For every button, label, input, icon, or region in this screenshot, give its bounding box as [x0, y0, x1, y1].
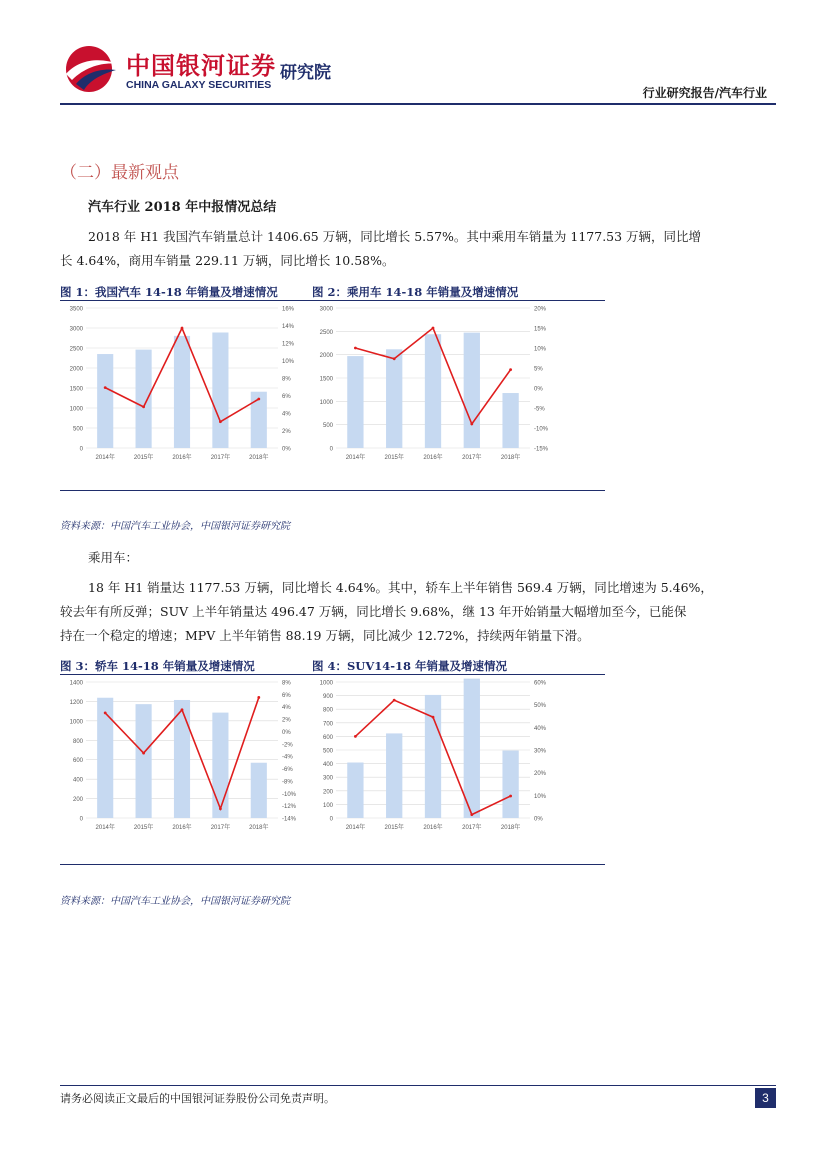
growth-point: [509, 368, 512, 371]
figure-1-title: 图 1：我国汽车 14-18 年销量及增速情况: [60, 285, 278, 299]
x-tick-label: 2016年: [172, 825, 192, 831]
figure-row-2-bottom-rule: [60, 864, 605, 865]
y-tick-label: 500: [322, 748, 333, 755]
y-tick-label: 900: [322, 694, 333, 701]
y-tick-label: 2500: [69, 346, 83, 353]
x-tick-label: 2014年: [345, 455, 366, 461]
y-tick-label: 2000: [69, 366, 83, 373]
growth-point: [142, 405, 145, 408]
figure-row-1-bottom-rule: [60, 490, 605, 491]
bar: [464, 679, 480, 818]
paragraph-2-line-3: 持在一个稳定的增速；MPV 上半年销售 88.19 万辆，同比减少 12.72%，持续两年销量下滑。: [60, 628, 590, 643]
y2-tick-label: 2%: [282, 717, 291, 724]
bar: [386, 349, 402, 448]
y2-tick-label: 4%: [282, 411, 291, 418]
y-tick-label: 300: [322, 775, 333, 782]
y2-tick-label: -4%: [282, 754, 293, 761]
y-tick-label: 3500: [69, 306, 83, 313]
y-tick-label: 700: [322, 721, 333, 728]
y-tick-label: 600: [72, 758, 83, 765]
growth-point: [104, 712, 107, 715]
y-tick-label: 800: [322, 707, 333, 714]
chart-3: [60, 676, 308, 836]
growth-point: [142, 752, 145, 755]
paragraph-2-line-2: 较去年有所反弹；SUV 上半年销量达 496.47 万辆，同比增长 9.68%，继 13 年开始销量大幅增加至今，已能保: [60, 604, 687, 619]
y2-tick-label: 5%: [534, 366, 543, 373]
growth-point: [470, 813, 473, 816]
y2-tick-label: -10%: [534, 426, 549, 433]
y2-tick-label: 10%: [282, 359, 295, 365]
y2-tick-label: -8%: [282, 779, 293, 786]
bar: [347, 356, 363, 448]
figure-row-2-top-rule: [60, 674, 605, 675]
header-rule: [60, 103, 776, 105]
y-tick-label: 1000: [319, 680, 333, 687]
figure-row-1-top-rule: [60, 300, 605, 301]
growth-point: [509, 795, 512, 798]
y2-tick-label: 0%: [534, 386, 543, 393]
y-tick-label: 3000: [319, 306, 333, 313]
y-tick-label: 200: [72, 797, 83, 804]
y2-tick-label: 0%: [282, 729, 291, 736]
y2-tick-label: 15%: [534, 326, 547, 333]
x-tick-label: 2018年: [500, 825, 521, 831]
growth-point: [470, 423, 473, 426]
bar: [212, 332, 228, 448]
logo-cn-text: 中国银河证券: [126, 52, 276, 80]
y2-tick-label: 4%: [282, 705, 291, 712]
bar: [212, 713, 228, 818]
y2-tick-label: 8%: [282, 376, 291, 383]
y-tick-label: 0: [79, 816, 83, 823]
y-tick-label: 0: [79, 446, 83, 453]
x-tick-label: 2017年: [210, 825, 231, 831]
chart-1: [60, 302, 308, 466]
header-category: 行业研究报告/汽车行业: [642, 86, 767, 100]
y-tick-label: 1400: [69, 680, 83, 687]
x-tick-label: 2016年: [423, 455, 443, 461]
x-tick-label: 2015年: [384, 455, 404, 461]
y2-tick-label: -5%: [534, 406, 545, 413]
x-tick-label: 2014年: [345, 825, 366, 831]
growth-point: [257, 398, 260, 401]
y2-tick-label: -14%: [282, 816, 297, 823]
bar: [97, 698, 113, 818]
bar: [502, 751, 518, 818]
figure-2-title: 图 2：乘用车 14-18 年销量及增速情况: [312, 285, 519, 299]
bar: [502, 393, 518, 448]
y-tick-label: 1000: [69, 406, 83, 413]
y2-tick-label: -6%: [282, 767, 293, 774]
footer-disclaimer: 请务必阅读正文最后的中国银河证券股份公司免责声明。: [60, 1092, 335, 1105]
y2-tick-label: -15%: [534, 446, 549, 453]
figure-4-title: 图 4：SUV14-18 年销量及增速情况: [312, 659, 508, 673]
section-title: （二）最新观点: [60, 163, 179, 183]
y2-tick-label: 6%: [282, 692, 291, 699]
y-tick-label: 400: [72, 777, 83, 784]
y-tick-label: 1500: [69, 386, 83, 393]
bar: [136, 350, 152, 448]
x-tick-label: 2014年: [95, 455, 115, 461]
y2-tick-label: 16%: [282, 306, 295, 313]
paragraph-1-line-1: 2018 年 H1 我国汽车销量总计 1406.65 万辆，同比增长 5.57%。其中乘用车销量为 1177.53 万辆，同比增: [88, 229, 702, 244]
growth-point: [257, 696, 260, 699]
x-tick-label: 2018年: [249, 455, 269, 461]
y2-tick-label: 12%: [282, 341, 295, 348]
y-tick-label: 200: [322, 789, 333, 796]
y2-tick-label: 60%: [534, 680, 547, 687]
x-tick-label: 2017年: [210, 455, 231, 461]
y2-tick-label: 0%: [282, 446, 291, 453]
y-tick-label: 1000: [319, 399, 333, 406]
growth-point: [219, 420, 222, 423]
institute-label: 研究院: [280, 63, 331, 83]
y-tick-label: 1200: [69, 699, 83, 706]
growth-point: [354, 347, 357, 350]
chart-4: [310, 676, 560, 836]
x-tick-label: 2014年: [95, 825, 115, 831]
x-tick-label: 2016年: [423, 825, 443, 831]
y2-tick-label: 30%: [534, 748, 547, 755]
paragraph-1-line-2: 长 4.64%，商用车销量 229.11 万辆，同比增长 10.58%。: [60, 253, 395, 268]
growth-point: [219, 807, 222, 810]
y-tick-label: 500: [322, 423, 333, 430]
y-tick-label: 2000: [319, 353, 333, 360]
y2-tick-label: 8%: [282, 680, 291, 687]
growth-point: [432, 327, 435, 330]
x-tick-label: 2015年: [384, 825, 404, 831]
source-note-1: 资料来源：中国汽车工业协会，中国银河证券研究院: [60, 521, 290, 532]
y2-tick-label: 20%: [534, 306, 547, 313]
x-tick-label: 2018年: [249, 825, 269, 831]
y-tick-label: 0: [329, 816, 333, 823]
growth-point: [181, 708, 184, 711]
logo-en-text: CHINA GALAXY SECURITIES: [126, 79, 272, 91]
y-tick-label: 100: [322, 802, 333, 809]
growth-point: [432, 716, 435, 719]
y-tick-label: 1500: [319, 376, 333, 383]
bar: [251, 763, 267, 818]
y2-tick-label: 10%: [534, 346, 547, 353]
bar: [174, 336, 190, 448]
growth-point: [104, 386, 107, 389]
y-tick-label: 1000: [69, 719, 83, 726]
y2-tick-label: 2%: [282, 429, 291, 435]
paragraph-2-line-1: 18 年 H1 销量达 1177.53 万辆，同比增长 4.64%。其中，轿车上半年销售 569.4 万辆，同比增速为 5.46%，: [88, 580, 713, 595]
y-tick-label: 500: [72, 426, 83, 433]
x-tick-label: 2016年: [172, 455, 192, 461]
y2-tick-label: 0%: [534, 816, 543, 823]
x-tick-label: 2015年: [133, 825, 154, 831]
x-tick-label: 2017年: [462, 455, 482, 461]
x-tick-label: 2018年: [500, 455, 521, 461]
sub-heading: 汽车行业 2018 年中报情况总结: [88, 200, 277, 215]
y2-tick-label: 50%: [534, 703, 547, 710]
bar: [347, 763, 363, 818]
bar: [97, 354, 113, 448]
bar: [464, 333, 480, 448]
source-note-2: 资料来源：中国汽车工业协会，中国银河证券研究院: [60, 896, 290, 907]
growth-point: [181, 327, 184, 330]
bar: [425, 334, 441, 448]
passenger-label: 乘用车：: [88, 550, 139, 565]
y-tick-label: 0: [329, 446, 333, 453]
x-tick-label: 2015年: [133, 455, 154, 461]
y-tick-label: 3000: [69, 326, 83, 333]
y2-tick-label: -10%: [282, 791, 297, 798]
y2-tick-label: 6%: [282, 394, 291, 400]
y2-tick-label: 10%: [534, 793, 547, 800]
y-tick-label: 400: [322, 762, 333, 769]
bar: [136, 704, 152, 818]
growth-point: [354, 735, 357, 738]
y2-tick-label: 20%: [534, 771, 547, 778]
y-tick-label: 800: [72, 738, 83, 745]
y2-tick-label: 14%: [282, 324, 295, 330]
logo: [62, 44, 122, 94]
y-tick-label: 600: [322, 734, 333, 741]
footer-rule: [60, 1085, 776, 1086]
bar: [386, 733, 402, 818]
y2-tick-label: -12%: [282, 804, 297, 811]
growth-point: [393, 699, 396, 702]
chart-2: [310, 302, 560, 466]
y2-tick-label: -2%: [282, 742, 293, 749]
bar: [174, 700, 190, 818]
y2-tick-label: 40%: [534, 725, 547, 732]
figure-3-title: 图 3：轿车 14-18 年销量及增速情况: [60, 659, 255, 673]
y-tick-label: 2500: [319, 329, 333, 336]
x-tick-label: 2017年: [462, 825, 482, 831]
page-number: 3: [755, 1088, 776, 1108]
growth-point: [393, 357, 396, 360]
bar: [425, 695, 441, 818]
